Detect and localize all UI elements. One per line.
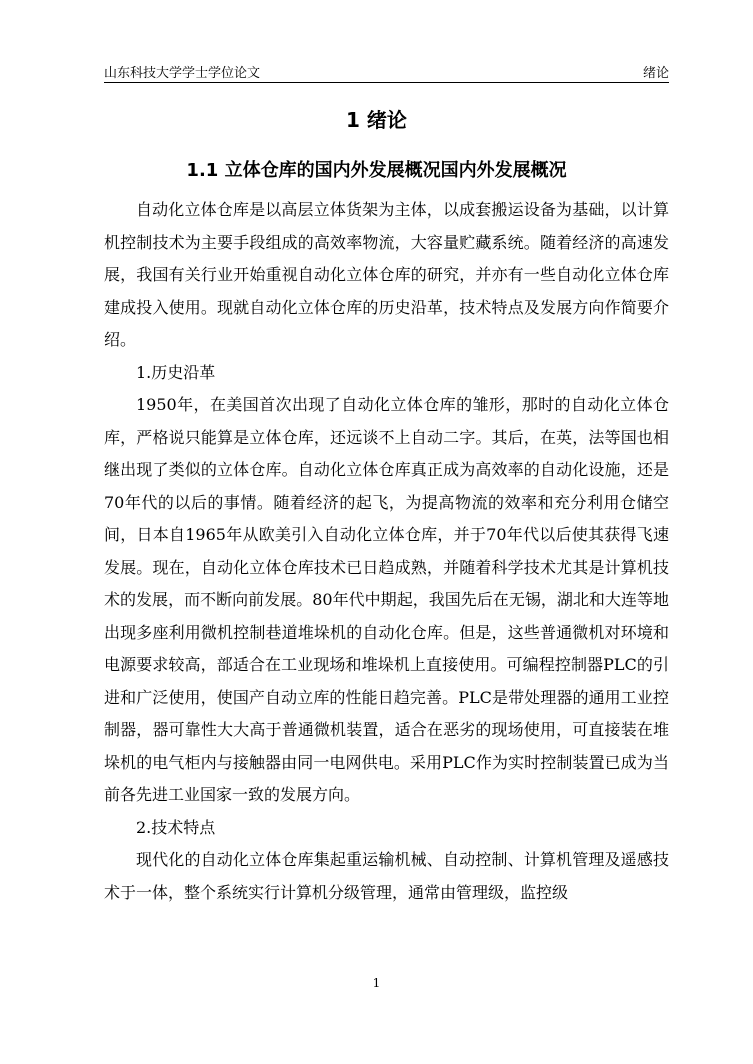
header-university-title: 山东科技大学学士学位论文 <box>104 66 261 81</box>
body-text <box>104 194 669 909</box>
running-header <box>104 58 669 83</box>
page-number: 1 <box>372 976 381 990</box>
subheading-history: 1.历史沿革 <box>136 362 216 382</box>
header-chapter-name: 绪论 <box>642 66 669 81</box>
subheading-features: 2.技术特点 <box>136 817 216 837</box>
section-title: 1.1 立体仓库的国内外发展概况国内外发展概况 <box>186 160 567 181</box>
paragraph-history: 1950年，在美国首次出现了自动化立体仓库的雏形，那时的自动化立体仓库，严格说只能算是立体仓库，还远谈不上自动二字。其后，在英，法等国也相继出现了类似的立体仓库。自动化立体仓库真正成为高效率的自动化设施，还是70年代的以后的事情。随着经济的起飞，为提高物流的效率和充分利用仓储空间，日本自1965年从欧美引入自动化立体仓库，并于70年代以后使其获得飞速发展。现在，自动化立体仓库技术已日趋成熟，并随着科学技术尤其是计算机技术的发展，而不断向前发展。80年代中期起，我国先后在无锡，湖北和大连等地出现多座利用微机控制巷道堆垛机的自动化仓库。但是，这些普通微机对环境和电源要求较高，部适合在工业现场和堆垛机上直接使用。可编程控制器PLC的引进和广泛使用，使国产自动立库的性能日趋完善。PLC是带处理器的通用工业控制器，器可靠性大大高于普通微机装置，适合在恶劣的现场使用，可直接装在堆垛机的电气柜内与接触器由同一电网供电。采用PLC作为实时控制装置已成为当前各先进工业国家一致的发展方向。 <box>104 395 669 804</box>
paragraph-intro: 自动化立体仓库是以高层立体货架为主体，以成套搬运设备为基础，以计算机控制技术为主要手段组成的高效率物流，大容量贮藏系统。随着经济的高速发展，我国有关行业开始重视自动化立体仓库的研究，并亦有一些自动化立体仓库建成投入使用。现就自动化立体仓库的历史沿革，技术特点及发展方向作简要介绍。 <box>104 200 669 349</box>
chapter-title: 1 绪论 <box>346 108 407 132</box>
paragraph-features: 现代化的自动化立体仓库集起重运输机械、自动控制、计算机管理及遥感技术于一体，整个系统实行计算机分级管理，通常由管理级，监控级 <box>104 850 669 902</box>
